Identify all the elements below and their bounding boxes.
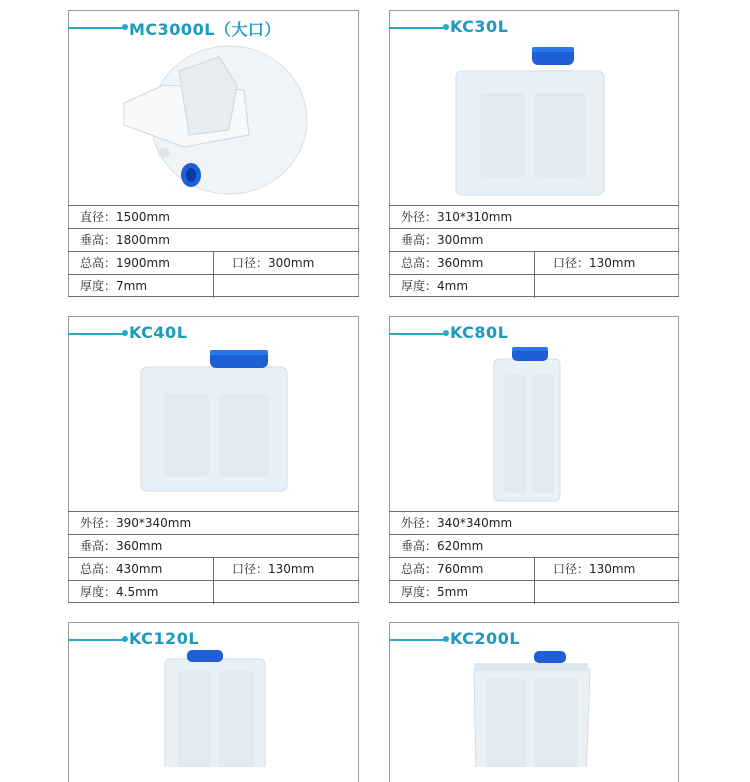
spec-opening: 口径：130mm bbox=[534, 252, 635, 275]
title-accent-dot bbox=[122, 24, 128, 30]
spec-total-height: 总高：360mm bbox=[401, 256, 484, 270]
spec-thickness: 厚度：7mm bbox=[80, 279, 148, 293]
spec-opening: 口径：130mm bbox=[534, 558, 635, 581]
product-title: KC30L bbox=[450, 17, 509, 36]
product-card-kc200l bbox=[389, 622, 679, 782]
spec-vertical-height: 垂高：1800mm bbox=[80, 233, 170, 247]
spec-vertical-height: 垂高：300mm bbox=[401, 233, 484, 247]
spec-outer-size: 外径：340*340mm bbox=[401, 516, 513, 530]
spec-table bbox=[389, 205, 679, 297]
spec-vertical-height: 垂高：360mm bbox=[80, 539, 163, 553]
title-accent-line bbox=[389, 333, 445, 335]
product-title: KC40L bbox=[129, 323, 188, 342]
spec-row bbox=[68, 580, 359, 603]
spec-row bbox=[389, 228, 679, 251]
product-title: KC200L bbox=[450, 629, 521, 648]
product-photo-tall-tank bbox=[390, 341, 678, 511]
spec-total-height: 总高：1900mm bbox=[80, 256, 170, 270]
title-accent-line bbox=[68, 333, 124, 335]
spec-row bbox=[68, 205, 359, 228]
product-photo-square-tank bbox=[69, 341, 358, 511]
product-title: MC3000L（大口） bbox=[129, 20, 281, 39]
title-accent-line bbox=[389, 639, 445, 641]
title-accent-dot bbox=[443, 330, 449, 336]
spec-table bbox=[389, 511, 679, 603]
spec-outer-size: 外径：390*340mm bbox=[80, 516, 192, 530]
product-card-kc120l bbox=[68, 622, 359, 782]
product-photo-tall-tank bbox=[69, 647, 358, 767]
spec-row bbox=[389, 205, 679, 228]
title-accent-dot bbox=[122, 636, 128, 642]
product-photo-large-tank bbox=[390, 647, 678, 767]
product-card-kc80l bbox=[389, 316, 679, 603]
spec-total-height: 总高：430mm bbox=[80, 562, 163, 576]
spec-table bbox=[68, 205, 359, 297]
title-accent-dot bbox=[443, 636, 449, 642]
spec-row bbox=[389, 557, 679, 580]
spec-diameter: 直径：1500mm bbox=[80, 210, 170, 224]
product-card-kc30l bbox=[389, 10, 679, 297]
spec-thickness: 厚度：4mm bbox=[401, 279, 469, 293]
product-title: KC120L bbox=[129, 629, 200, 648]
spec-total-height: 总高：760mm bbox=[401, 562, 484, 576]
spec-row bbox=[68, 534, 359, 557]
title-accent-dot bbox=[443, 24, 449, 30]
title-accent-line bbox=[68, 639, 124, 641]
spec-empty bbox=[213, 581, 232, 604]
product-photo-square-tank bbox=[390, 35, 678, 205]
product-card-kc40l bbox=[68, 316, 359, 603]
spec-row bbox=[68, 251, 359, 274]
product-card-mc3000l bbox=[68, 10, 359, 297]
spec-table bbox=[68, 511, 359, 603]
spec-outer-size: 外径：310*310mm bbox=[401, 210, 513, 224]
spec-row bbox=[389, 251, 679, 274]
spec-row bbox=[389, 274, 679, 297]
spec-thickness: 厚度：4.5mm bbox=[80, 585, 159, 599]
spec-thickness: 厚度：5mm bbox=[401, 585, 469, 599]
title-accent-line bbox=[68, 27, 124, 29]
spec-row bbox=[389, 580, 679, 603]
spec-opening: 口径：130mm bbox=[213, 558, 314, 581]
spec-row bbox=[68, 274, 359, 297]
title-accent-line bbox=[389, 27, 445, 29]
spec-row bbox=[389, 511, 679, 534]
spec-opening: 口径：300mm bbox=[213, 252, 314, 275]
spec-row bbox=[68, 557, 359, 580]
spec-row bbox=[68, 511, 359, 534]
spec-vertical-height: 垂高：620mm bbox=[401, 539, 484, 553]
title-accent-dot bbox=[122, 330, 128, 336]
spec-empty bbox=[534, 581, 553, 604]
spec-empty bbox=[213, 275, 232, 298]
product-photo-round-tank bbox=[69, 35, 358, 205]
spec-empty bbox=[534, 275, 553, 298]
spec-row bbox=[389, 534, 679, 557]
product-title: KC80L bbox=[450, 323, 509, 342]
spec-row bbox=[68, 228, 359, 251]
